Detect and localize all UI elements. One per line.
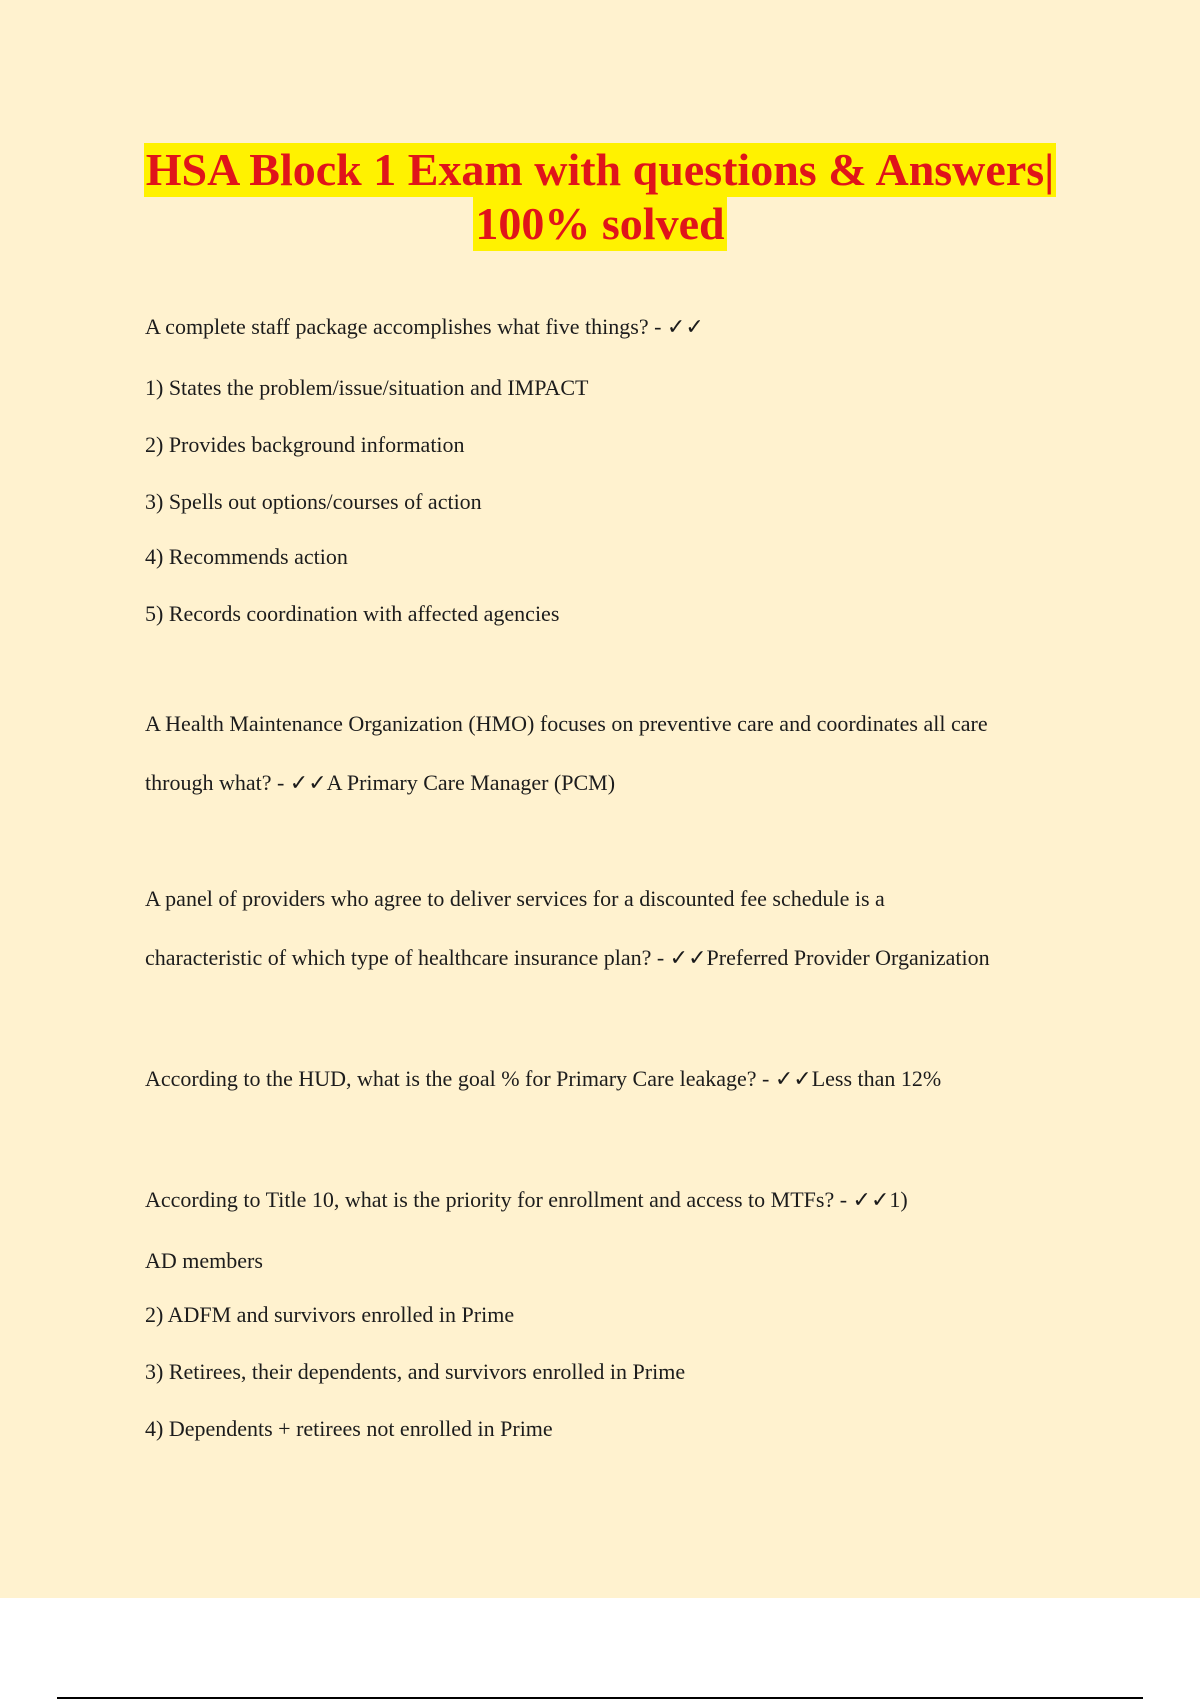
answer-item: 4) Dependents + retirees not enrolled in Prime bbox=[145, 1416, 553, 1441]
answer-item: 5) Records coordination with affected agencies bbox=[145, 601, 560, 626]
question-text: A Health Maintenance Organization (HMO) focuses on preventive care and coordinates all care bbox=[145, 711, 988, 736]
answer-item: 4) Recommends action bbox=[145, 544, 348, 569]
question-text: According to Title 10, what is the priority for enrollment and access to MTFs? - ✓✓1) bbox=[145, 1187, 908, 1212]
answer-item: 2) ADFM and survivors enrolled in Prime bbox=[145, 1302, 515, 1327]
answer-item: 2) Provides background information bbox=[145, 432, 465, 457]
answer-item: 1) States the problem/issue/situation and IMPACT bbox=[145, 375, 589, 400]
question-text: through what? - ✓✓A Primary Care Manager (PCM) bbox=[145, 770, 616, 795]
question-text: A panel of providers who agree to deliver services for a discounted fee schedule is a bbox=[145, 886, 885, 911]
title-line-2: 100% solved bbox=[475, 198, 725, 249]
document-title bbox=[0, 143, 1200, 251]
title-line-1: HSA Block 1 Exam with questions & Answers| bbox=[145, 144, 1055, 195]
question-text: A complete staff package accomplishes what five things? - ✓✓ bbox=[145, 314, 704, 339]
page-divider bbox=[57, 1697, 1143, 1699]
answer-item: AD members bbox=[145, 1248, 263, 1273]
question-text: According to the HUD, what is the goal % for Primary Care leakage? - ✓✓Less than 12% bbox=[145, 1066, 942, 1091]
answer-item: 3) Spells out options/courses of action bbox=[145, 489, 482, 514]
answer-item: 3) Retirees, their dependents, and survivors enrolled in Prime bbox=[145, 1359, 686, 1384]
question-text: characteristic of which type of healthcare insurance plan? - ✓✓Preferred Provider Organization bbox=[145, 945, 990, 970]
